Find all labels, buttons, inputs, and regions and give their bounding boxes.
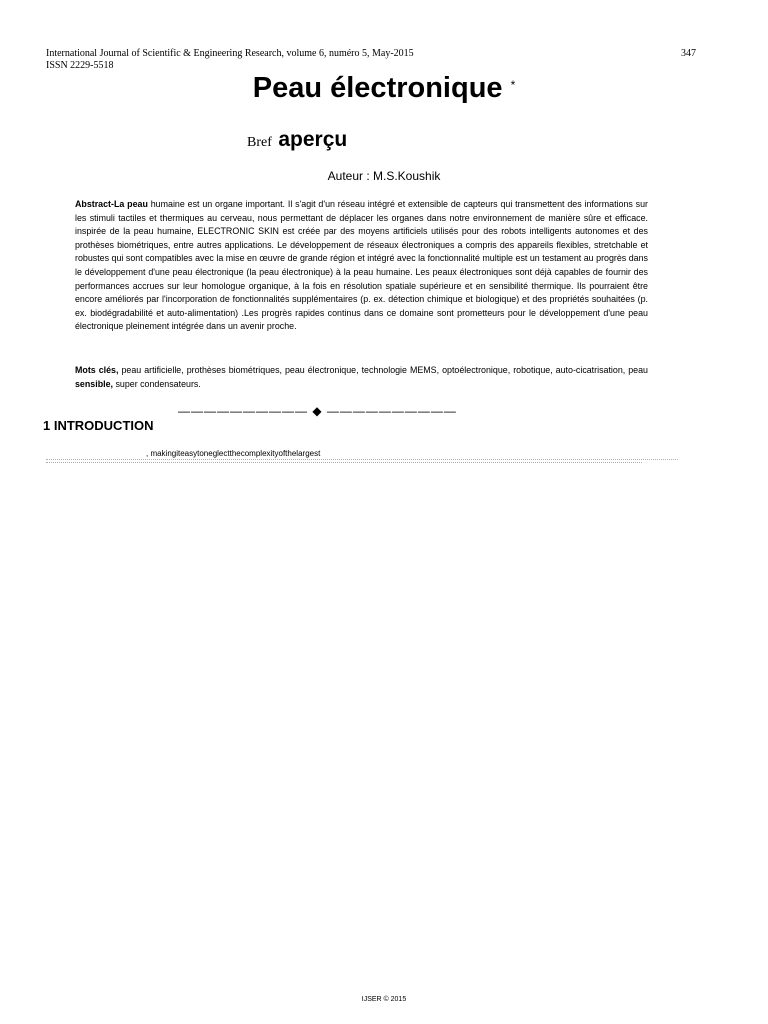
section-separator: —————————— ◆ —————————— bbox=[178, 404, 457, 418]
running-header bbox=[46, 48, 414, 72]
section-heading: 1 INTRODUCTION bbox=[43, 418, 154, 433]
keywords-text-a: peau artificielle, prothèses biométriques, peau électronique, technologie MEMS, optoélectronique, robotique, auto-cicatrisation, peau bbox=[118, 365, 648, 375]
paper-title bbox=[0, 72, 768, 105]
intro-fragment-row bbox=[46, 449, 678, 463]
abstract-lead: Abstract-La peau bbox=[75, 199, 148, 209]
title-footnote-mark: * bbox=[510, 78, 516, 92]
subtitle-big: aperçu bbox=[278, 128, 348, 151]
author-line: Auteur : M.S.Koushik bbox=[327, 169, 441, 183]
abstract bbox=[75, 198, 648, 334]
issn: ISSN 2229-5518 bbox=[46, 60, 114, 71]
paper-subtitle bbox=[247, 128, 347, 152]
page-footer: IJSER © 2015 bbox=[361, 996, 407, 1003]
dotted-rule-top bbox=[46, 459, 678, 460]
keywords bbox=[75, 364, 648, 391]
keywords-text-b: super condensateurs. bbox=[112, 378, 201, 389]
title-main: Peau électronique bbox=[252, 72, 503, 104]
keywords-label: Mots clés, bbox=[75, 365, 119, 375]
dotted-rule-bottom bbox=[46, 462, 642, 463]
subtitle-small: Bref bbox=[247, 135, 272, 150]
journal-line: International Journal of Scientific & Engineering Research, volume 6, numéro 5, May-2015 bbox=[46, 48, 414, 59]
page-number: 347 bbox=[681, 48, 696, 59]
keywords-bold-word: sensible, bbox=[75, 378, 113, 389]
intro-fragment-text: , makingiteasytoneglectthecomplexityofthelargest bbox=[146, 449, 321, 458]
abstract-body: humaine est un organe important. Il s'agit d'un réseau intégré et extensible de capteurs qui transmettent des informations sur les stimuli tactiles et thermiques au cerveau, nous permettant de déplacer les organes dans notre environnement de manière sûre et efficace. inspirée de la peau humaine, ELECTRONIC SKIN est créée par des moyens artificiels utilisés pour des robots intelligents autonomes et des prothèses biométriques, entre autres applications. Le développement de réseaux électroniques a compris des appareils flexibles, stretchable et robustes qui sont compatibles avec la mise en œuvre de grande région et intégré avec la fonctionnalité multiple est un testament au progrès dans le développement d'une peau électronique (la peau électronique) à la peau humaine. Les peaux électroniques sont déjà capables de fournir des performances accrues sur leur homologue organique, à la fois en résolution spatiale supérieure et en sensibilité thermique. Ils pourraient être encore améliorés par l'incorporation de fonctionnalités supplémentaires (p. ex. détection chimique et biologique) et des propriétés souhaitées (p. ex. biodégradabilité et auto-alimentation) .Les progrès rapides continus dans ce domaine sont prometteurs pour le développement d'une peau électronique pleinement intégrée dans un avenir proche. bbox=[75, 199, 649, 332]
